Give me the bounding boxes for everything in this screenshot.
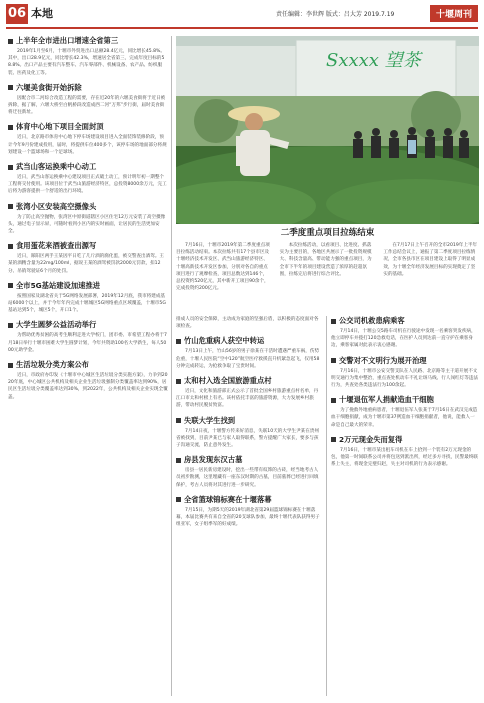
news-brief	[176, 376, 322, 410]
news-brief	[8, 83, 168, 117]
photo-caption: 二季度重点项目拉练结束	[280, 228, 375, 238]
brief-headline-text: 竹山危重病人获空中转运	[184, 336, 265, 346]
page-number: 06	[6, 4, 28, 24]
right-column	[331, 316, 479, 696]
news-brief	[8, 241, 168, 275]
bullet-square-icon	[8, 204, 13, 209]
news-brief	[331, 356, 479, 390]
brief-headline-text: 公交司机救患病乘客	[339, 316, 405, 325]
left-column	[8, 36, 168, 696]
brief-headline	[8, 162, 168, 172]
brief-body: 7月14日，十堰公交5路车司机在行驶途中发现一名乘客突发疾病，他立即停车并拨打120急救电话，在医护人员到达前一直守护在乘客身边，乘客家属对此表示衷心感谢。	[331, 329, 476, 349]
news-brief	[331, 395, 479, 429]
news-brief	[176, 455, 322, 489]
column-divider-right	[326, 316, 327, 696]
brief-headline-text: 食用蛋花来酒被查出源写	[16, 241, 97, 251]
bullet-square-icon	[331, 437, 336, 442]
bullet-square-icon	[176, 458, 181, 463]
bullet-square-icon	[176, 418, 181, 423]
brief-headline	[8, 36, 168, 46]
brief-headline	[176, 376, 322, 386]
news-brief	[8, 122, 168, 156]
news-brief	[176, 495, 322, 529]
photo-story-paragraph: 在7月17日上午召开的全市2019年上半年工作总结会议上，通报了第二季度项目拉练情况，全市各县市区在项目建设上取得了明显成效，为十堰全年经济发展目标的实现奠定了坚实的基础。	[383, 243, 478, 277]
brief-headline	[8, 241, 168, 251]
brief-body: 近日，郧阳区两手王某因平日吃了几斤酒的腐化蛋，被交警查出酒驾。王某的酒精含量为22mg/100ml，据说王某的酒驾被罚款2000元罚款，扣12分、吊销驾驶证6个月的处罚。	[8, 254, 165, 274]
brief-body: 7月15日，为期5天的2019年湖北省第29届篮球锦标赛在十堰落幕，本届比赛共有来自全省的20支球队参加，最终十堰代表队获得男子组亚军，女子组季军的好成绩。	[176, 507, 320, 528]
brief-body: 7月16日，十堰市公安交警支队在人民路、北京路等主干道开展不文明交通行为集中整治，重点查处机动车不礼让斑马线、行人闯红灯等违法行为，共查处各类违法行为100余起。	[331, 368, 479, 389]
brief-headline-text: 六堰美食街开始拆除	[16, 82, 82, 92]
brief-headline-text: 失联大学生找到	[184, 415, 236, 425]
brief-headline-text: 张湾小区安装高空摄像头	[16, 201, 97, 211]
brief-body: 按照国家及湖北省关于5G网络发展部署，2019年12月底，我市将建成基站6000个以上，并于今年年内完成十堰城区5G网络重点区域覆盖，十堰市5G基站达到5个，城区5个，开口1个。	[8, 293, 166, 314]
brief-headline-text: 房县发现东汉古墓	[184, 455, 243, 465]
bullet-square-icon	[331, 319, 336, 324]
bullet-square-icon	[8, 244, 13, 249]
sign-text: Sxxxx 望茶	[326, 50, 421, 71]
brief-headline	[331, 316, 479, 326]
brief-headline	[8, 320, 168, 330]
brief-body: 房县一居民新房建设时，挖出一些带有纹饰的古砖，经当地考古人员初步勘测，这里埋藏有一座东汉时期的古墓，目前墓葬已经进行回填保护，考古人员将对其进行进一步研究。	[176, 468, 319, 488]
brief-body: 近日，市政府办印发《十堰市中心城区生活垃圾分类实施方案》，力争到2020年底，中心城区公共机构及相关企业生活垃圾强制分类覆盖率达到90%，居民区生活垃圾分类覆盖率达到30%，到2022年，公共机构及相关企业实现全覆盖。	[8, 373, 168, 400]
page-header	[0, 0, 484, 28]
brief-headline-text: 体育中心地下项目全面封顶	[16, 122, 104, 132]
brief-headline	[176, 336, 322, 346]
bullet-square-icon	[331, 358, 336, 363]
news-brief	[8, 320, 168, 354]
brief-headline-text: 上半年全市进出口增速全省第三	[16, 36, 119, 45]
news-brief	[176, 416, 322, 450]
bullet-square-icon	[176, 379, 181, 384]
news-brief	[8, 162, 168, 196]
news-brief	[8, 202, 168, 236]
bullet-square-icon	[8, 85, 13, 90]
column-divider	[171, 36, 172, 696]
brief-body: 为了挽救外地重病患者，十堰退伍军人张某于7月16日在武汉完成造血干细胞捐献，成为十堰市第37例造血干细胞捐献者，他说，能救人一命是自己最大的荣幸。	[331, 408, 478, 428]
brief-body: 7月16日，十堰市某出租车司机在车上拾到一个装有2万元现金的包，他第一时间联系公司并将包送到派出所，经过多方寻找，民警最终联系上失主，将现金完璧归赵，失主对司机的行为表示感谢。	[331, 447, 479, 468]
brief-headline	[8, 360, 168, 370]
bullet-square-icon	[8, 39, 13, 44]
brief-body: 7月13日上午，竹山56岁的男子徐某在干活时遭遇严重车祸，伤势危重，十堰人民医院“空中120”航空医疗救援直升机紧急起飞，仅用58分钟完成转运，为抢救争取了宝贵时间。	[176, 349, 320, 369]
brief-headline-text: 大学生圆梦公益活动举行	[16, 320, 97, 330]
bullet-square-icon	[176, 339, 181, 344]
article-continuation: 排成人员的安全保障，主动成为家庭的坚强后盾，以积极的态度面对各项检查。	[176, 317, 319, 330]
brief-headline-text: 2万元现金失而复得	[339, 434, 403, 444]
brief-body: 为帮助优秀贫困的高考生顺利走进大学校门，团市委、市希望工程办将于7月18日举行十堰市困难大学生圆梦计划，今年共资助100名大学新生，每人5000元助学金。	[8, 333, 167, 353]
brief-headline	[331, 356, 479, 366]
bullet-square-icon	[8, 283, 13, 288]
news-brief	[331, 316, 479, 350]
bullet-square-icon	[331, 398, 336, 403]
brief-headline	[8, 122, 168, 132]
brief-headline	[331, 395, 479, 405]
publication-brand: 十堰周刊	[430, 5, 478, 22]
bullet-square-icon	[8, 165, 13, 170]
news-photo	[176, 36, 479, 224]
brief-headline-text: 交警对不文明行为展开治理	[339, 355, 427, 365]
section-title: 本地	[31, 7, 53, 20]
news-brief	[8, 360, 168, 401]
header-rule	[6, 27, 478, 29]
photo-story-paragraph: 本次拉练活动，以看项目、比进度、抓落实为主要目的，各地区共展示了一批投资规模大、科技含量高、带动能力强的重点项目，为全市下半年的项目建设营造了浓厚的赶超氛围，拉练完后将进行综合评比。	[279, 243, 372, 277]
brief-headline-text: 太和村入选全国旅游重点村	[184, 376, 272, 386]
brief-body: 为了防止高空抛物，张湾区中原街道辖区小区住宅12万元安装了高空摄像头，通过电子显示屏，可随时看到小区内的实时画面，让居民的生活更加安全。	[8, 214, 166, 235]
brief-headline	[8, 281, 168, 291]
brief-headline	[8, 83, 168, 93]
brief-headline-text: 生活垃圾分类方案公布	[16, 360, 89, 370]
brief-headline	[176, 455, 322, 465]
middle-column	[176, 316, 322, 696]
brief-body: 2019年1月至6月，十堰市外贸进出口总额28.4亿元，同比增长45.8%。其中，出口28.9亿元，同比增长42.3%，增速居全省第三，完成年度目标的58.8%。出口产品主要有汽车整车、汽车零部件、机械设备、农产品、纺织服装、医药及化工等。	[8, 49, 166, 76]
brief-body: 近日，文化和旅游部正式公示了首批全国乡村旅游重点村名单，丹江口市太和村榜上有名。该村依托丰富的旅游资源，大力发展乡村旅游，带动村民脱贫致富。	[176, 389, 319, 409]
brief-headline	[176, 495, 322, 505]
brief-headline	[8, 202, 168, 212]
brief-headline	[176, 416, 322, 426]
brief-headline-text: 十堰退伍军人捐献造血干细胞	[339, 395, 434, 405]
bullet-square-icon	[8, 363, 13, 368]
brief-headline-text: 全市5G基站建设加速推进	[16, 280, 101, 290]
brief-body: 因配合市二河综合改造工程的需要，存在近20年的六堰美食街将于近日被拆除，据了解，六堰大桥至白帆桥段改造成西二河“万邦”步行街，届时美食街将迁往新址。	[8, 95, 166, 116]
tea-garden-photo-illustration	[176, 36, 479, 224]
news-brief	[176, 336, 322, 370]
brief-headline-text: 全省篮球锦标赛在十堰落幕	[184, 494, 272, 504]
editor-credits: 责任编辑：李世辉 版式：吕大芳 2019.7.19	[276, 11, 395, 18]
brief-body: 7月14日夜，十堰警方传来好消息，失联10天的大学生尹某在贵州省被找到，目前尹某已与家人取得联系，警方提醒广大家长，要多与孩子沟通交流，防止意外发生。	[176, 428, 320, 449]
bullet-square-icon	[176, 497, 181, 502]
brief-body: 近日，武当山客运换乘中心建设项目正式破土动工，预计明年初一期整个工程将交付使用。该项目位于武当山旅游经济特区，总投资8000余万元，完工后将为游客提供一个舒适的出行环境。	[8, 175, 167, 195]
bullet-square-icon	[8, 125, 13, 130]
bullet-square-icon	[8, 323, 13, 328]
news-brief	[8, 36, 168, 77]
news-brief	[8, 281, 168, 315]
brief-headline	[331, 435, 479, 445]
photo-story-body	[176, 242, 479, 310]
brief-headline-text: 武当山客运换乘中心动工	[16, 162, 97, 172]
brief-body: 近日，北京路市体育中心地下停车场建设项目进入全面装饰装修阶段，预计今年9月份建成投用，届时，将提供车位400多个，该停车场的地面部分将规划建设一个篮球场和一个足球场。	[8, 135, 167, 155]
news-brief	[331, 435, 479, 469]
photo-story-paragraph: 7月16日，十堰市2019年第二季度重点项目拉练活动结束。本次拉练共有17个县市区及十堰经济技术开发区、武当山旅游经济特区、十堰高新技术开发区参加，分别对各自的重点项目进行了观摩检查，项目总数达到146个，总投资约520亿元，其中新开工项目90余个，完成投资约200亿元。	[176, 243, 270, 292]
